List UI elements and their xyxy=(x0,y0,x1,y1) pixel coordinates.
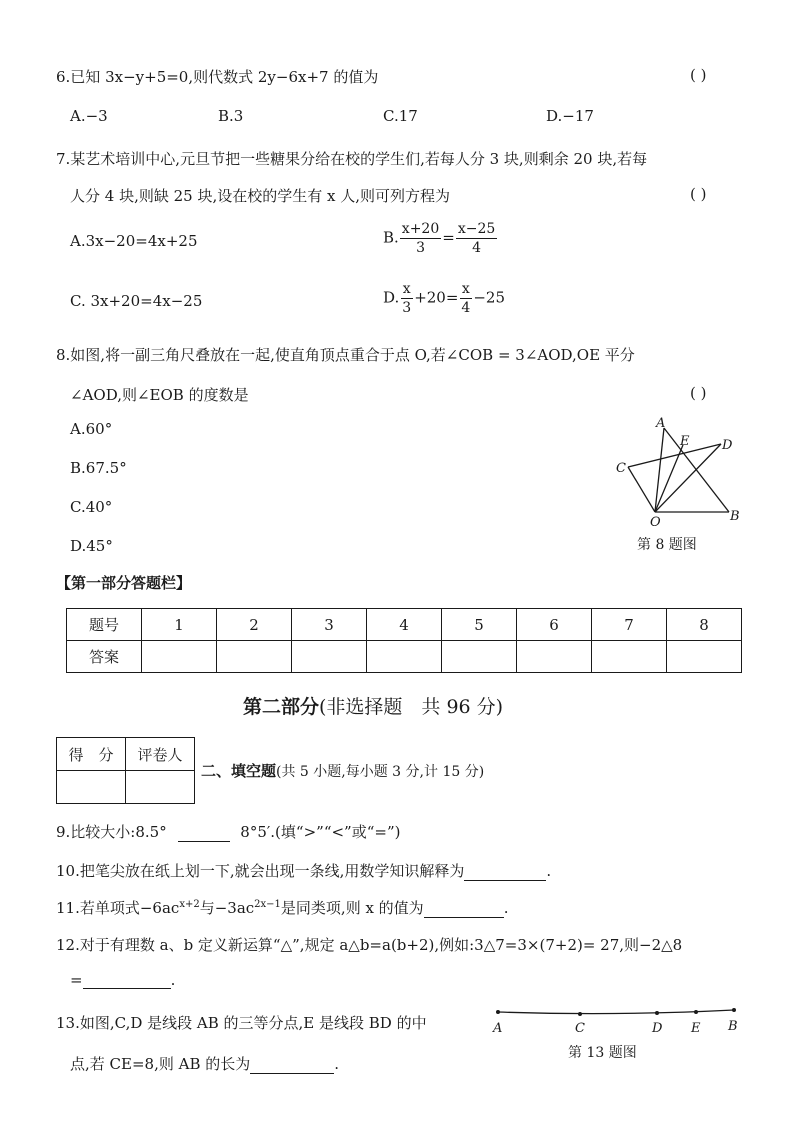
q7-option-a: A.3x−20=4x+25 xyxy=(70,232,198,250)
fraction-numerator: x xyxy=(461,281,470,297)
part2-subtitle: (非选择题 共 96 分) xyxy=(319,696,504,718)
q7-option-d-fraction-2 xyxy=(459,280,472,317)
q7-stem-line1: 7.某艺术培训中心,元旦节把一些糖果分给在校的学生们,若每人分 3 块,则剩余 20 块,若每 xyxy=(56,150,648,168)
point-b-dot xyxy=(732,1008,736,1012)
q11-middle: 与−3ac xyxy=(199,899,255,917)
line-oa xyxy=(655,428,664,512)
q7-option-d-label: D. xyxy=(383,288,400,307)
q11-exponent-2: 2x−1 xyxy=(254,899,281,910)
point-e-label: E xyxy=(691,1021,701,1036)
score-cell[interactable] xyxy=(57,771,126,804)
line-cd xyxy=(628,444,721,467)
answer-cell[interactable] xyxy=(667,641,742,673)
answer-cell[interactable] xyxy=(592,641,667,673)
fraction-denominator: 4 xyxy=(472,240,482,256)
point-d-label: D xyxy=(652,1021,663,1036)
q12-line2 xyxy=(70,971,175,989)
answer-table xyxy=(66,608,742,673)
line-oc xyxy=(628,467,655,512)
answer-cell[interactable] xyxy=(292,641,367,673)
answer-cell[interactable] xyxy=(217,641,292,673)
answer-cell[interactable] xyxy=(142,641,217,673)
point-a-dot xyxy=(496,1010,500,1014)
line-od xyxy=(655,444,721,512)
q9-suffix: 8°5′.(填“>”“<”或“=”) xyxy=(240,823,401,841)
number-cell: 7 xyxy=(592,609,667,641)
q8-stem-line2: ∠AOD,则∠EOB 的度数是 xyxy=(70,386,249,404)
part2-heading xyxy=(243,692,503,719)
number-cell: 2 xyxy=(217,609,292,641)
q7-option-d-middle: +20= xyxy=(414,288,459,307)
q10-blank[interactable] xyxy=(464,866,546,881)
number-cell: 5 xyxy=(442,609,517,641)
q8-figure xyxy=(608,412,748,532)
q11-exponent-1: x+2 xyxy=(179,899,200,910)
q9 xyxy=(56,821,400,842)
section2-title: 二、填空题 xyxy=(201,762,277,780)
point-d-label: D xyxy=(722,438,733,453)
part2-title: 第二部分 xyxy=(243,696,320,718)
answer-cell[interactable] xyxy=(367,641,442,673)
q6-option-c: C.17 xyxy=(383,107,418,125)
q9-prefix: 9.比较大小:8.5° xyxy=(56,823,167,841)
q6-option-a: A.−3 xyxy=(70,107,108,125)
q8-option-c: C.40° xyxy=(70,498,113,516)
line-ab xyxy=(664,428,729,512)
score-header: 得 分 xyxy=(57,738,126,771)
point-a-label: A xyxy=(493,1021,503,1036)
point-d-dot xyxy=(655,1011,659,1015)
q8-option-a: A.60° xyxy=(70,420,113,438)
score-table xyxy=(56,737,195,804)
q6-answer-paren: ( ) xyxy=(690,66,707,84)
number-cell: 3 xyxy=(292,609,367,641)
q12-equals: = xyxy=(70,971,83,989)
point-c-dot xyxy=(578,1012,582,1016)
answer-cell[interactable] xyxy=(517,641,592,673)
answer-header: 答案 xyxy=(67,641,142,673)
q8-stem-line1: 8.如图,将一副三角尺叠放在一起,使直角顶点重合于点 O,若∠COB = 3∠AOD,OE 平分 xyxy=(56,346,635,364)
fraction-denominator: 3 xyxy=(402,300,412,316)
q11-prefix: 11.若单项式−6ac xyxy=(56,899,180,917)
fraction-numerator: x−25 xyxy=(457,221,496,237)
q8-option-b: B.67.5° xyxy=(70,459,127,477)
q9-blank[interactable] xyxy=(178,827,230,842)
q13-figure-caption: 第 13 题图 xyxy=(568,1045,637,1061)
point-a-label: A xyxy=(656,416,666,431)
q10-end: . xyxy=(546,862,552,880)
q6-stem: 6.已知 3x−y+5=0,则代数式 2y−6x+7 的值为 xyxy=(56,68,379,86)
number-cell: 1 xyxy=(142,609,217,641)
q7-stem-line2: 人分 4 块,则缺 25 块,设在校的学生有 x 人,则可列方程为 xyxy=(70,187,451,205)
point-c-label: C xyxy=(616,461,626,476)
q7-option-b xyxy=(383,220,498,257)
q11-after: 是同类项,则 x 的值为 xyxy=(280,899,424,917)
point-b-label: B xyxy=(730,509,740,524)
point-e-label: E xyxy=(680,434,690,449)
q7-option-d-fraction-1 xyxy=(400,280,413,317)
fraction-denominator: 3 xyxy=(416,240,425,256)
q7-option-b-fraction-1 xyxy=(400,220,441,257)
q7-option-b-fraction-2 xyxy=(456,220,497,257)
q7-option-d xyxy=(383,280,505,317)
number-cell: 8 xyxy=(667,609,742,641)
answer-cell[interactable] xyxy=(442,641,517,673)
q7-option-c: C. 3x+20=4x−25 xyxy=(70,292,203,310)
section2-heading xyxy=(201,760,484,781)
point-e-dot xyxy=(694,1010,698,1014)
answer-table-answer-row xyxy=(67,641,742,673)
q6-option-b: B.3 xyxy=(218,107,244,125)
q7-option-d-end: −25 xyxy=(473,288,505,307)
number-cell: 4 xyxy=(367,609,442,641)
q6-option-d: D.−17 xyxy=(546,107,594,125)
number-header: 题号 xyxy=(67,609,142,641)
q10 xyxy=(56,860,551,881)
q13-figure xyxy=(490,1002,746,1036)
q11-blank[interactable] xyxy=(424,903,504,918)
q11 xyxy=(56,897,508,918)
q11-end: . xyxy=(503,899,509,917)
q13-end: . xyxy=(334,1055,340,1073)
section2-note: (共 5 小题,每小题 3 分,计 15 分) xyxy=(276,764,485,780)
equals-sign: = xyxy=(442,228,455,247)
fraction-denominator: 4 xyxy=(461,300,471,316)
point-o-label: O xyxy=(650,515,661,530)
point-b-label: B xyxy=(728,1019,738,1034)
q12-blank[interactable] xyxy=(83,974,171,989)
grader-cell[interactable] xyxy=(126,771,195,804)
grader-header: 评卷人 xyxy=(126,738,195,771)
fraction-numerator: x xyxy=(402,281,411,297)
answer-table-number-row xyxy=(67,609,742,641)
q8-option-d: D.45° xyxy=(70,537,113,555)
answer-section-title: 【第一部分答题栏】 xyxy=(56,574,192,592)
q10-text: 10.把笔尖放在纸上划一下,就会出现一条线,用数学知识解释为 xyxy=(56,862,465,880)
fraction-numerator: x+20 xyxy=(401,221,440,237)
q8-figure-caption: 第 8 题图 xyxy=(637,537,697,553)
segment-ab xyxy=(498,1010,734,1014)
q12-line1: 12.对于有理数 a、b 定义新运算“△”,规定 a△b=a(b+2),例如:3△7=3×(7+2)= 27,则−2△8 xyxy=(56,936,683,954)
q13-line2-text: 点,若 CE=8,则 AB 的长为 xyxy=(70,1055,251,1073)
q12-end: . xyxy=(170,971,176,989)
q13-blank[interactable] xyxy=(250,1059,334,1074)
q7-answer-paren: ( ) xyxy=(690,185,707,203)
point-c-label: C xyxy=(575,1021,585,1036)
q7-option-b-label: B. xyxy=(383,228,399,247)
number-cell: 6 xyxy=(517,609,592,641)
q13-line2 xyxy=(70,1053,339,1074)
q8-answer-paren: ( ) xyxy=(690,384,707,402)
q13-line1: 13.如图,C,D 是线段 AB 的三等分点,E 是线段 BD 的中 xyxy=(56,1014,427,1032)
